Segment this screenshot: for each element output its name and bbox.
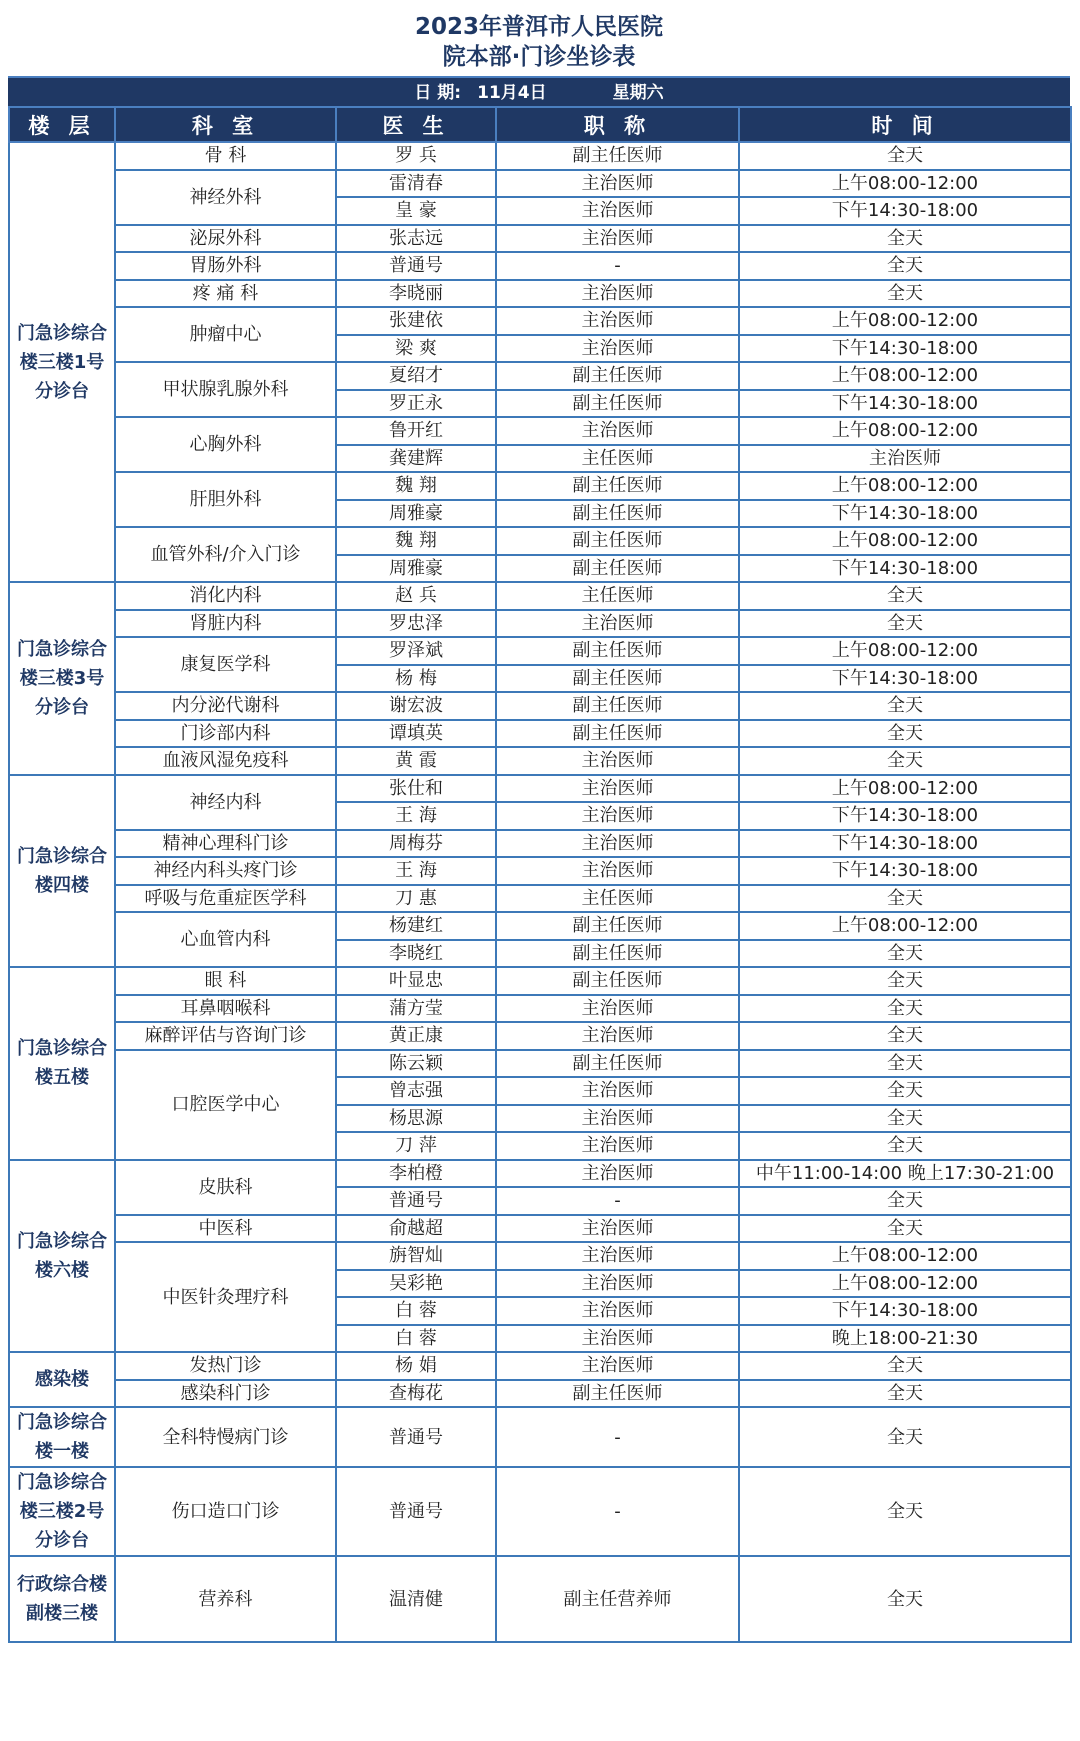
title-cell: 主治医师 [496, 802, 739, 830]
floor-cell: 门急诊综合楼四楼 [9, 775, 115, 968]
doctor-cell: 蒲方莹 [336, 995, 496, 1023]
table-row [9, 417, 1071, 445]
doctor-cell: 魏 翔 [336, 472, 496, 500]
floor-cell: 门急诊综合楼三楼3号分诊台 [9, 582, 115, 775]
time-cell: 全天 [739, 610, 1071, 638]
time-cell: 上午08:00-12:00 [739, 362, 1071, 390]
department-cell: 口腔医学中心 [115, 1050, 336, 1160]
department-cell: 感染科门诊 [115, 1380, 336, 1408]
title-cell: 主治医师 [496, 1352, 739, 1380]
time-cell: 全天 [739, 1050, 1071, 1078]
table-row [9, 1050, 1071, 1078]
doctor-cell: 张志远 [336, 225, 496, 253]
col-header-title: 职 称 [496, 107, 739, 142]
time-cell: 上午08:00-12:00 [739, 637, 1071, 665]
doctor-cell: 杨 梅 [336, 665, 496, 693]
time-cell: 全天 [739, 940, 1071, 968]
doctor-cell: 龚建辉 [336, 445, 496, 473]
time-cell: 全天 [739, 1380, 1071, 1408]
title-cell: 副主任医师 [496, 1380, 739, 1408]
title-cell: 副主任医师 [496, 472, 739, 500]
time-cell: 全天 [739, 720, 1071, 748]
title-cell: - [496, 1187, 739, 1215]
table-row [9, 637, 1071, 665]
table-row [9, 1380, 1071, 1408]
time-cell: 下午14:30-18:00 [739, 555, 1071, 583]
time-cell: 下午14:30-18:00 [739, 390, 1071, 418]
doctor-cell: 谭填英 [336, 720, 496, 748]
table-row [9, 582, 1071, 610]
title-cell: 副主任医师 [496, 362, 739, 390]
doctor-cell: 罗泽斌 [336, 637, 496, 665]
doctor-cell: 黄正康 [336, 1022, 496, 1050]
time-cell: 全天 [739, 1556, 1071, 1642]
title-cell: 主治医师 [496, 1270, 739, 1298]
time-cell: 主治医师 [739, 445, 1071, 473]
time-cell: 下午14:30-18:00 [739, 1297, 1071, 1325]
table-row [9, 967, 1071, 995]
col-header-floor: 楼 层 [9, 107, 115, 142]
time-cell: 全天 [739, 1407, 1071, 1467]
title-cell: 主任医师 [496, 885, 739, 913]
title-cell: 主治医师 [496, 417, 739, 445]
table-row [9, 170, 1071, 198]
doctor-cell: 张仕和 [336, 775, 496, 803]
time-cell: 上午08:00-12:00 [739, 417, 1071, 445]
table-row [9, 280, 1071, 308]
doctor-cell: 周雅豪 [336, 555, 496, 583]
time-cell: 下午14:30-18:00 [739, 335, 1071, 363]
doctor-cell: 陈云颖 [336, 1050, 496, 1078]
title-cell: 主治医师 [496, 307, 739, 335]
doctor-cell: 普通号 [336, 1407, 496, 1467]
doctor-cell: 黄 霞 [336, 747, 496, 775]
doctor-cell: 普通号 [336, 252, 496, 280]
time-cell: 全天 [739, 1132, 1071, 1160]
time-cell: 全天 [739, 1105, 1071, 1133]
floor-cell: 门急诊综合楼三楼1号分诊台 [9, 142, 115, 582]
doctor-cell: 杨 娟 [336, 1352, 496, 1380]
title-cell: 主治医师 [496, 1022, 739, 1050]
department-cell: 疼 痛 科 [115, 280, 336, 308]
title-cell: 副主任医师 [496, 720, 739, 748]
doctor-cell: 白 蓉 [336, 1325, 496, 1353]
doctor-cell: 罗忠泽 [336, 610, 496, 638]
department-cell: 伤口造口门诊 [115, 1467, 336, 1556]
department-cell: 精神心理科门诊 [115, 830, 336, 858]
time-cell: 下午14:30-18:00 [739, 830, 1071, 858]
time-cell: 晚上18:00-21:30 [739, 1325, 1071, 1353]
title-cell: 副主任医师 [496, 390, 739, 418]
time-cell: 上午08:00-12:00 [739, 170, 1071, 198]
doctor-cell: 罗 兵 [336, 142, 496, 170]
title-cell: 主治医师 [496, 1160, 739, 1188]
time-cell: 全天 [739, 1187, 1071, 1215]
table-row [9, 1556, 1071, 1642]
time-cell: 全天 [739, 1215, 1071, 1243]
time-cell: 上午08:00-12:00 [739, 775, 1071, 803]
department-cell: 中医科 [115, 1215, 336, 1243]
department-cell: 麻醉评估与咨询门诊 [115, 1022, 336, 1050]
title-cell: 主治医师 [496, 857, 739, 885]
department-cell: 血液风湿免疫科 [115, 747, 336, 775]
title-cell: 主治医师 [496, 225, 739, 253]
time-cell: 上午08:00-12:00 [739, 307, 1071, 335]
department-cell: 神经外科 [115, 170, 336, 225]
department-cell: 呼吸与危重症医学科 [115, 885, 336, 913]
department-cell: 血管外科/介入门诊 [115, 527, 336, 582]
department-cell: 泌尿外科 [115, 225, 336, 253]
time-cell: 上午08:00-12:00 [739, 472, 1071, 500]
table-row [9, 1467, 1071, 1556]
col-header-department: 科 室 [115, 107, 336, 142]
title-cell: 主治医师 [496, 775, 739, 803]
title-cell: 副主任医师 [496, 142, 739, 170]
title-cell: 主任医师 [496, 582, 739, 610]
table-row [9, 527, 1071, 555]
date-label: 日 期: [414, 83, 462, 103]
title-cell: 副主任医师 [496, 665, 739, 693]
doctor-cell: 雷清春 [336, 170, 496, 198]
doctor-cell: 周雅豪 [336, 500, 496, 528]
title-cell: 副主任医师 [496, 692, 739, 720]
doctor-cell: 鲁开红 [336, 417, 496, 445]
doctor-cell: 俞越超 [336, 1215, 496, 1243]
title-cell: 主治医师 [496, 197, 739, 225]
doctor-cell: 李晓丽 [336, 280, 496, 308]
title-cell: 副主任医师 [496, 500, 739, 528]
table-row [9, 995, 1071, 1023]
doctor-cell: 曾志强 [336, 1077, 496, 1105]
table-row [9, 610, 1071, 638]
header-row [9, 107, 1071, 142]
department-cell: 耳鼻咽喉科 [115, 995, 336, 1023]
floor-cell: 门急诊综合楼三楼2号分诊台 [9, 1467, 115, 1556]
department-cell: 中医针灸理疗科 [115, 1242, 336, 1352]
doctor-cell: 王 海 [336, 802, 496, 830]
time-cell: 中午11:00-14:00 晚上17:30-21:00 [739, 1160, 1071, 1188]
doctor-cell: 梁 爽 [336, 335, 496, 363]
schedule-body [9, 142, 1071, 1642]
department-cell: 内分泌代谢科 [115, 692, 336, 720]
table-row [9, 1160, 1071, 1188]
title-cell: 副主任医师 [496, 555, 739, 583]
doctor-cell: 杨思源 [336, 1105, 496, 1133]
floor-cell: 门急诊综合楼一楼 [9, 1407, 115, 1467]
time-cell: 全天 [739, 692, 1071, 720]
department-cell: 神经内科头疼门诊 [115, 857, 336, 885]
title-cell: 主治医师 [496, 1132, 739, 1160]
floor-cell: 门急诊综合楼六楼 [9, 1160, 115, 1353]
doctor-cell: 吴彩艳 [336, 1270, 496, 1298]
title-cell: 副主任医师 [496, 912, 739, 940]
table-row [9, 830, 1071, 858]
doctor-cell: 普通号 [336, 1187, 496, 1215]
time-cell: 全天 [739, 995, 1071, 1023]
table-row [9, 720, 1071, 748]
weekday: 星期六 [612, 83, 664, 103]
time-cell: 全天 [739, 225, 1071, 253]
department-cell: 肿瘤中心 [115, 307, 336, 362]
time-cell: 上午08:00-12:00 [739, 1242, 1071, 1270]
title-cell: 主治医师 [496, 280, 739, 308]
title-cell: 主治医师 [496, 1242, 739, 1270]
time-cell: 下午14:30-18:00 [739, 665, 1071, 693]
department-cell: 眼 科 [115, 967, 336, 995]
title-cell: 主治医师 [496, 170, 739, 198]
table-row [9, 142, 1071, 170]
department-cell: 胃肠外科 [115, 252, 336, 280]
time-cell: 全天 [739, 747, 1071, 775]
floor-cell: 感染楼 [9, 1352, 115, 1407]
table-row [9, 307, 1071, 335]
table-row [9, 472, 1071, 500]
table-row [9, 1022, 1071, 1050]
doctor-cell: 旃智灿 [336, 1242, 496, 1270]
time-cell: 上午08:00-12:00 [739, 912, 1071, 940]
time-cell: 上午08:00-12:00 [739, 1270, 1071, 1298]
department-cell: 发热门诊 [115, 1352, 336, 1380]
time-cell: 全天 [739, 967, 1071, 995]
title-cell: 副主任医师 [496, 637, 739, 665]
title-cell: 主治医师 [496, 995, 739, 1023]
table-row [9, 912, 1071, 940]
title-cell: 主治医师 [496, 1325, 739, 1353]
table-row [9, 692, 1071, 720]
doctor-cell: 王 海 [336, 857, 496, 885]
doctor-cell: 叶显忠 [336, 967, 496, 995]
table-row [9, 775, 1071, 803]
title-cell: 主任医师 [496, 445, 739, 473]
department-cell: 骨 科 [115, 142, 336, 170]
department-cell: 神经内科 [115, 775, 336, 830]
time-cell: 上午08:00-12:00 [739, 527, 1071, 555]
time-cell: 全天 [739, 1022, 1071, 1050]
doctor-cell: 李柏橙 [336, 1160, 496, 1188]
doctor-cell: 谢宏波 [336, 692, 496, 720]
time-cell: 全天 [739, 1352, 1071, 1380]
title-cell: 主治医师 [496, 830, 739, 858]
department-cell: 肾脏内科 [115, 610, 336, 638]
time-cell: 全天 [739, 1077, 1071, 1105]
table-row [9, 362, 1071, 390]
floor-cell: 门急诊综合楼五楼 [9, 967, 115, 1160]
title-cell: - [496, 1467, 739, 1556]
doctor-cell: 杨建红 [336, 912, 496, 940]
table-row [9, 885, 1071, 913]
department-cell: 肝胆外科 [115, 472, 336, 527]
floor-cell: 行政综合楼副楼三楼 [9, 1556, 115, 1642]
date-value: 11月4日 [477, 83, 547, 103]
doctor-cell: 白 蓉 [336, 1297, 496, 1325]
department-cell: 皮肤科 [115, 1160, 336, 1215]
time-cell: 全天 [739, 252, 1071, 280]
department-cell: 康复医学科 [115, 637, 336, 692]
title-cell: 副主任医师 [496, 1050, 739, 1078]
time-cell: 全天 [739, 885, 1071, 913]
title-cell: 主治医师 [496, 1215, 739, 1243]
table-row [9, 857, 1071, 885]
time-cell: 下午14:30-18:00 [739, 802, 1071, 830]
table-row [9, 1352, 1071, 1380]
doctor-cell: 普通号 [336, 1467, 496, 1556]
doctor-cell: 魏 翔 [336, 527, 496, 555]
title-cell: 副主任医师 [496, 527, 739, 555]
title-cell: 副主任医师 [496, 967, 739, 995]
department-cell: 营养科 [115, 1556, 336, 1642]
time-cell: 下午14:30-18:00 [739, 197, 1071, 225]
schedule-document [8, 8, 1070, 1643]
doctor-cell: 刀 萍 [336, 1132, 496, 1160]
doctor-cell: 皇 豪 [336, 197, 496, 225]
doctor-cell: 查梅花 [336, 1380, 496, 1408]
title-cell: 主治医师 [496, 1105, 739, 1133]
department-cell: 门诊部内科 [115, 720, 336, 748]
doctor-cell: 刀 惠 [336, 885, 496, 913]
table-row [9, 1215, 1071, 1243]
title-line-2: 院本部·门诊坐诊表 [442, 44, 636, 70]
doctor-cell: 李晓红 [336, 940, 496, 968]
title-line-1: 2023年普洱市人民医院 [414, 14, 663, 40]
title-cell: 主治医师 [496, 610, 739, 638]
time-cell: 下午14:30-18:00 [739, 500, 1071, 528]
doctor-cell: 周梅芬 [336, 830, 496, 858]
title-cell: 副主任医师 [496, 940, 739, 968]
time-cell: 全天 [739, 280, 1071, 308]
title-cell: 主治医师 [496, 1297, 739, 1325]
title-cell: 主治医师 [496, 335, 739, 363]
table-row [9, 747, 1071, 775]
time-cell: 全天 [739, 582, 1071, 610]
department-cell: 心血管内科 [115, 912, 336, 967]
doctor-cell: 温清健 [336, 1556, 496, 1642]
date-bar [8, 76, 1070, 106]
department-cell: 全科特慢病门诊 [115, 1407, 336, 1467]
department-cell: 甲状腺乳腺外科 [115, 362, 336, 417]
doctor-cell: 夏绍才 [336, 362, 496, 390]
table-row [9, 252, 1071, 280]
doctor-cell: 赵 兵 [336, 582, 496, 610]
doctor-cell: 张建依 [336, 307, 496, 335]
table-row [9, 1407, 1071, 1467]
department-cell: 消化内科 [115, 582, 336, 610]
document-title [8, 8, 1070, 76]
time-cell: 下午14:30-18:00 [739, 857, 1071, 885]
schedule-table [8, 106, 1072, 1643]
col-header-doctor: 医 生 [336, 107, 496, 142]
table-row [9, 225, 1071, 253]
table-row [9, 1242, 1071, 1270]
col-header-time: 时 间 [739, 107, 1071, 142]
title-cell: - [496, 252, 739, 280]
title-cell: 副主任营养师 [496, 1556, 739, 1642]
doctor-cell: 罗正永 [336, 390, 496, 418]
department-cell: 心胸外科 [115, 417, 336, 472]
title-cell: - [496, 1407, 739, 1467]
title-cell: 主治医师 [496, 1077, 739, 1105]
time-cell: 全天 [739, 142, 1071, 170]
title-cell: 主治医师 [496, 747, 739, 775]
time-cell: 全天 [739, 1467, 1071, 1556]
